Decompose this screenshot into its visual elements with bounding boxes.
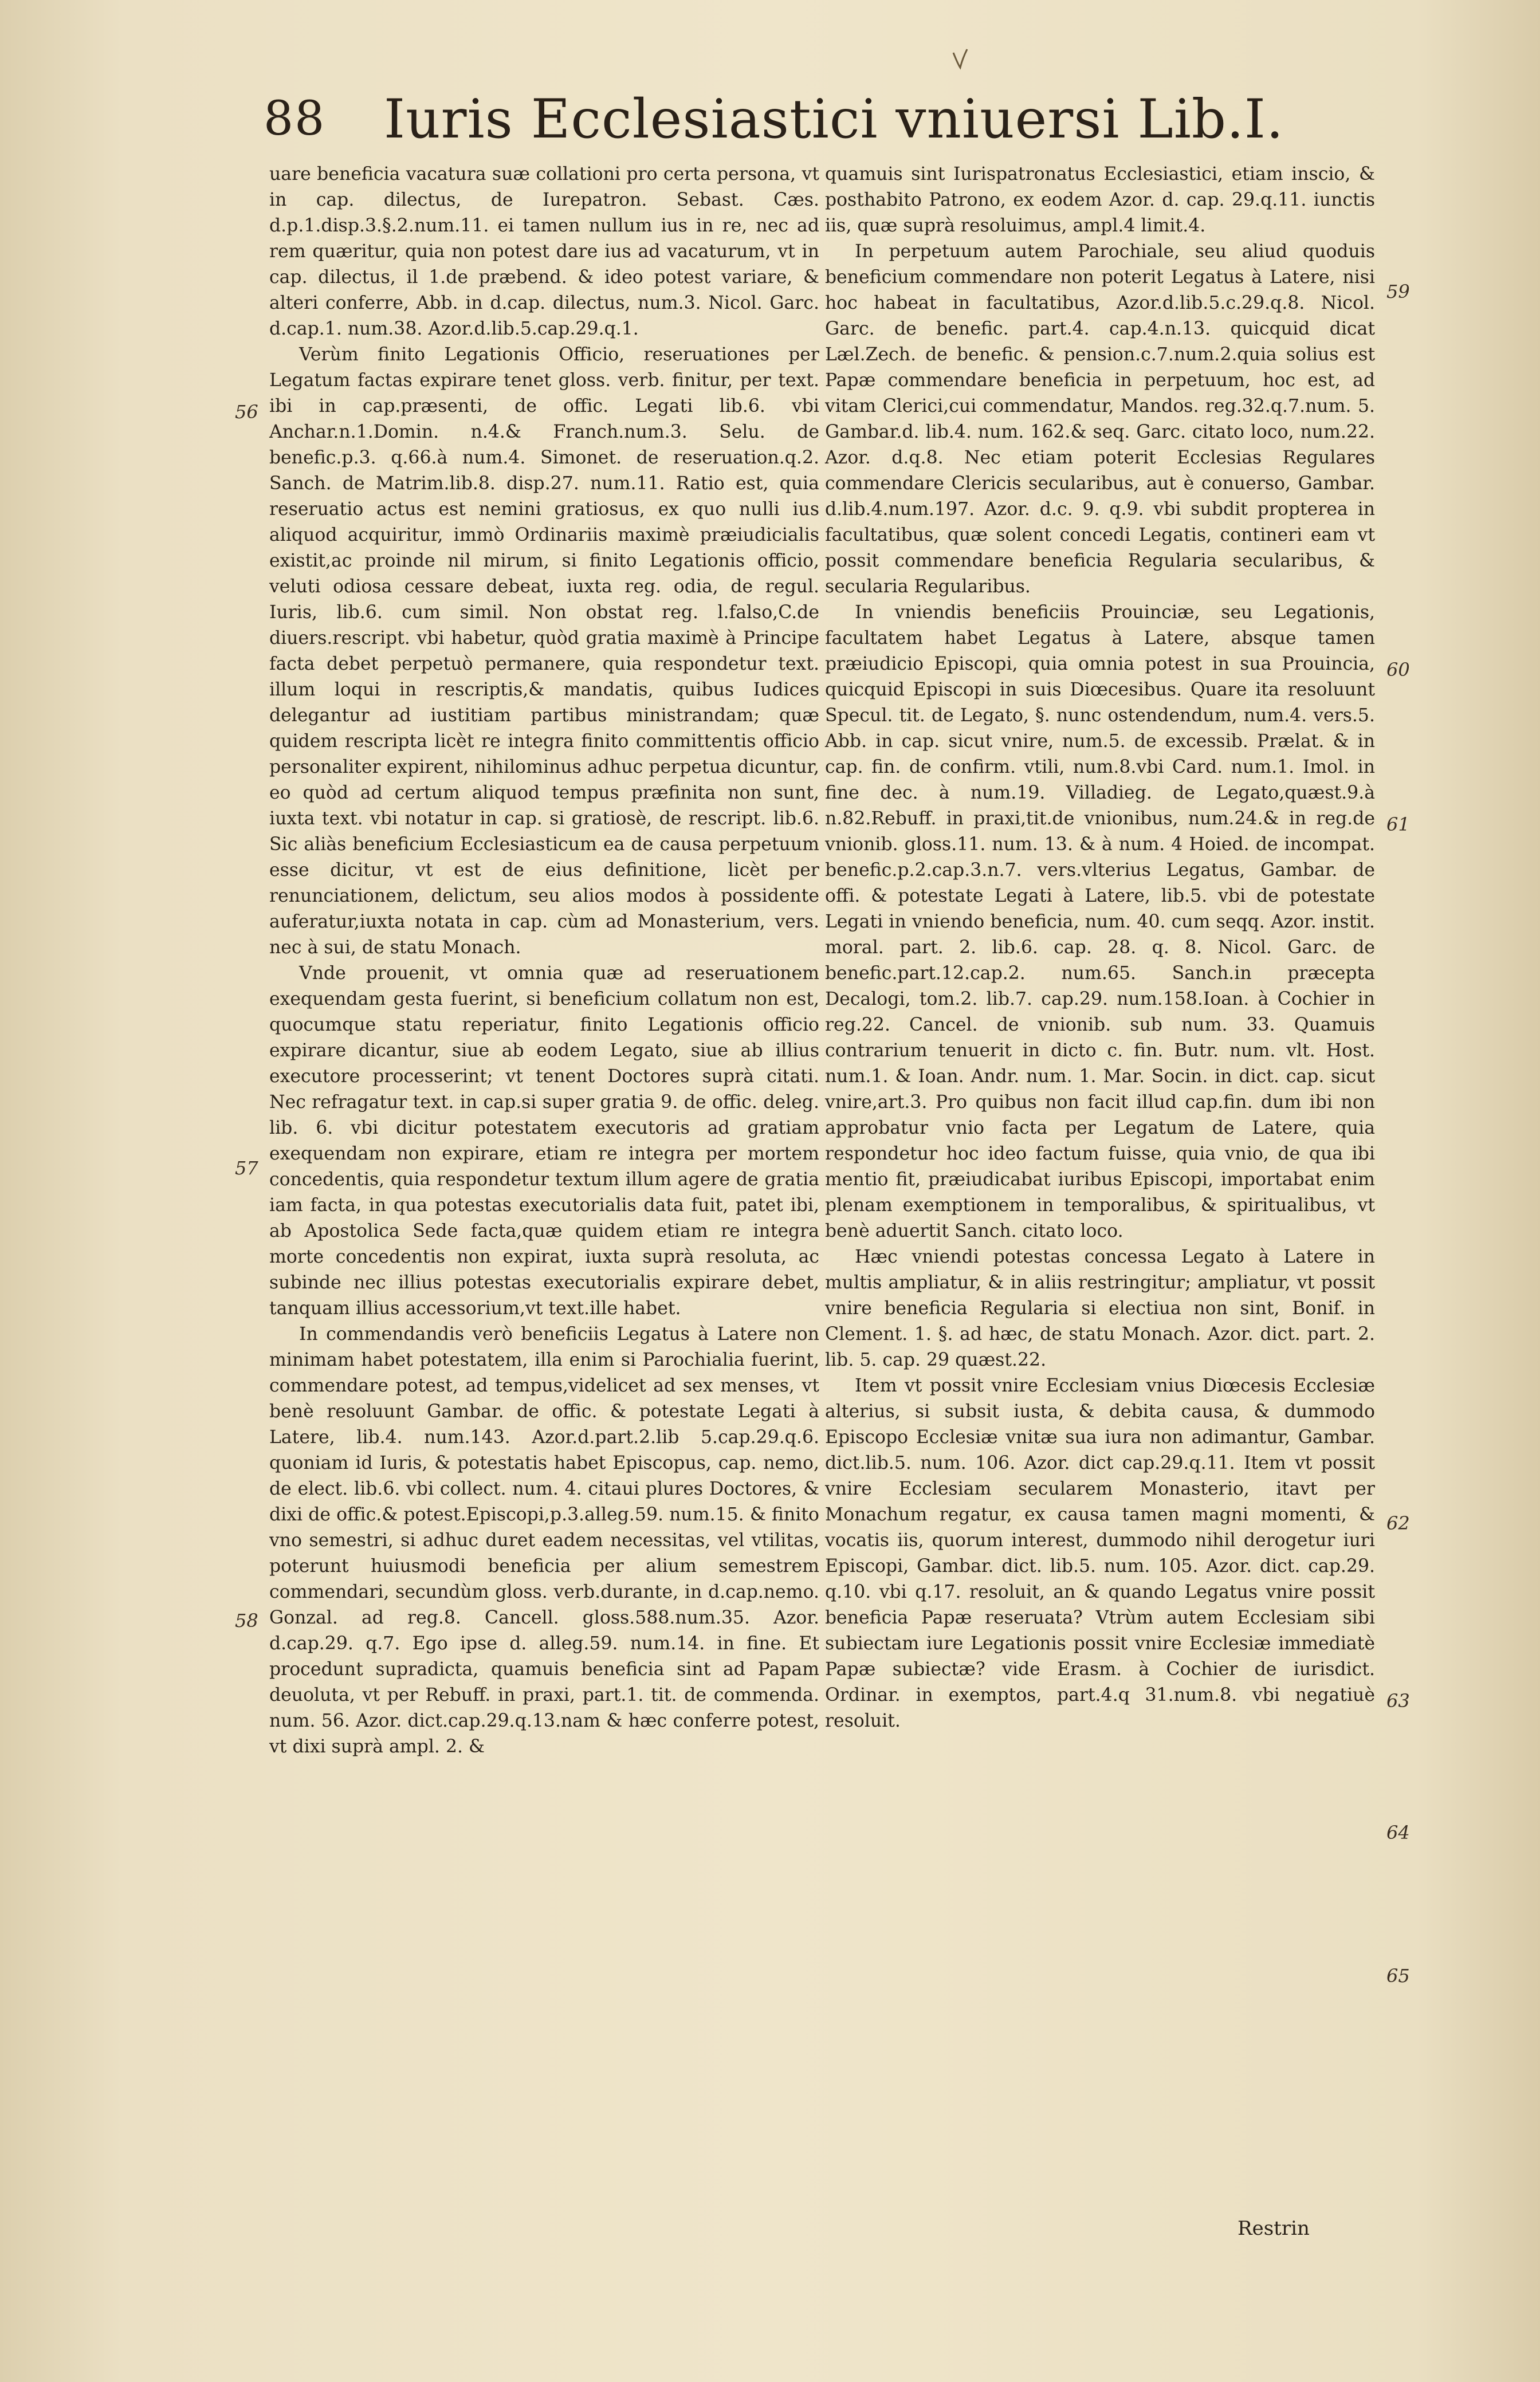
paragraph: Item vt possit vnire Ecclesiam vnius Diœcesis Ecclesiæ alterius, si subsit iusta, & debita causa, & dummodo Episcopo Ecclesiæ vnitæ sua iura non adimantur, Gambar. dict.lib.5. num. 106. Azor. dict cap.29.q.11. Item vt possit vnire Ecclesiam secularem Monasterio, itavt per Monachum regatur, ex causa tamen magni momenti, & vocatis iis, quorum interest, dummodo nihil derogetur iuri Episcopi, Gambar. dict. lib.5. num. 105. Azor. dict. cap.29. q.10. vbi q.17. resoluit, an & quando Legatus vnire possit beneficia Papæ reseruata? Vtrùm autem Ecclesiam sibi subiectam iure Legationis possit vnire Ecclesiæ immediatè Papæ subiectæ? vide Erasm. à Cochier de iurisdict. Ordinar. in exemptos, part.4.q 31.num.8. vbi negatiuè resoluit.: [825, 1375, 1375, 1731]
paragraph: Verùm finito Legationis Officio, reseruationes per Legatum factas expirare tenet gloss. verb. finitur, per text. ibi in cap.præsenti, de offic. Legati lib.6. vbi Anchar.n.1.Domin. n.4.& Franch.num.3. Selu. de benefic.p.3. q.66.à num.4. Simonet. de reseruation.q.2. Sanch. de Matrim.lib.8. disp.27. num.11. Ratio est, quia reseruatio actus est nemini gratiosus, ex quo nulli ius aliquod acquiritur, immò Ordinariis maximè præiudicialis existit,ac proinde nil mirum, si finito Legationis officio, veluti odiosa cessare debeat, iuxta reg. odia, de regul. Iuris, lib.6. cum simil. Non obstat reg. l.falso,C.de diuers.rescript. vbi habetur, quòd gratia maximè à Principe facta debet perpetuò permanere, quia respondetur text. illum loqui in rescriptis,& mandatis, quibus Iudices delegantur ad iustitiam partibus ministrandam; quæ quidem rescripta licèt re integra finito committentis officio personaliter expirent, nihilominus adhuc perpetua dicuntur, eo quòd ad certum aliquod tempus præfinita non sunt, iuxta text. vbi notatur in cap. si gratiosè, de rescript. lib.6. Sic aliàs beneficium Ecclesiasticum ea de causa perpetuum esse dicitur, vt est de eius definitione, licèt per renunciationem, delictum, seu alios modos à possidente auferatur,iuxta notata in cap. cùm ad Monasterium, vers. nec à sui, de statu Monach.: [269, 344, 819, 958]
paragraph: In vniendis beneficiis Prouinciæ, seu Legationis, facultatem habet Legatus à Latere, absque tamen præiudicio Episcopi, quia omnia potest in sua Prouincia, quicquid Episcopi in suis Diœcesibus. Quare ita resoluunt Specul. tit. de Legato, §. nunc ostendendum, num.4. vers.5. Abb. in cap. sicut vnire, num.5. de excessib. Prælat. & in cap. fin. de confirm. vtili, num.8.vbi Card. num.1. Imol. in fine dec. à num.19. Villadieg. de Legato,quæst.9.à n.82.Rebuff. in praxi,tit.de vnionibus, num.24.& in reg.de vnionib. gloss.11. num. 13. & à num. 4 Hoied. de incompat. benefic.p.2.cap.3.n.7. vers.vlterius Legatus, Gambar. de offi. & potestate Legati à Latere, lib.5. vbi de potestate Legati in vniendo beneficia, num. 40. cum seqq. Azor. instit. moral. part. 2. lib.6. cap. 28. q. 8. Nicol. Garc. de benefic.part.12.cap.2. num.65. Sanch.in præcepta Decalogi, tom.2. lib.7. cap.29. num.158.Ioan. à Cochier in reg.22. Cancel. de vnionib. sub num. 33. Quamuis contrarium tenuerit in dicto c. fin. Butr. num. vlt. Host. num.1. & Ioan. Andr. num. 1. Mar. Socin. in dict. cap. sicut vnire,art.3. Pro quibus non facit illud cap.fin. dum ibi non approbatur vnio facta per Legatum de Latere, quia respondetur hoc ideo factum fuisse, quia vnio, de qua ibi mentio fit, præiudicabat iuribus Episcopi, importabat enim plenam exemptionem in temporalibus, & spiritualibus, vt benè aduertit Sanch. citato loco.: [825, 602, 1375, 1241]
paragraph: Hæc vniendi potestas concessa Legato à Latere in multis ampliatur, & in aliis restringitur; ampliatur, vt possit vnire beneficia Regularia si electiua non sint, Bonif. in Clement. 1. §. ad hæc, de statu Monach. Azor. dict. part. 2. lib. 5. cap. 29 quæst.22.: [825, 1247, 1375, 1370]
margin-number: 61: [1386, 813, 1410, 835]
page-number: 88: [264, 92, 326, 146]
margin-number: 56: [235, 401, 258, 423]
margin-number: 64: [1386, 1822, 1410, 1844]
ink-mark-icon: [951, 47, 968, 70]
margin-number: 59: [1386, 281, 1410, 302]
margin-number: 62: [1386, 1512, 1410, 1534]
right-column: [825, 162, 1375, 1734]
margin-number: 63: [1386, 1690, 1410, 1712]
catchword: Restrin: [1238, 2217, 1310, 2240]
paragraph: Vnde prouenit, vt omnia quæ ad reseruationem exequendam gesta fuerint, si beneficium collatum non est, quocumque statu reperiatur, finito Legationis officio expirare dicantur, siue ab eodem Legato, siue ab illius executore processerint; vt tenent Doctores suprà citati. Nec refragatur text. in cap.si super gratia 9. de offic. deleg. lib. 6. vbi dicitur potestatem executoris ad gratiam exequendam non expirare, etiam re integra per mortem concedentis, quia respondetur textum illum agere de gratia iam facta, in qua potestas executorialis data fuit, patet ibi, ab Apostolica Sede facta,quæ quidem etiam re integra morte concedentis non expirat, iuxta suprà resoluta, ac subinde nec illius potestas executorialis expirare debet, tanquam illius accessorium,vt text.ille habet.: [269, 963, 819, 1319]
page-header: [252, 86, 1283, 155]
paragraph: In perpetuum autem Parochiale, seu aliud quoduis beneficium commendare non poterit Legatus à Latere, nisi hoc habeat in facultatibus, Azor.d.lib.5.c.29.q.8. Nicol. Garc. de benefic. part.4. cap.4.n.13. quicquid dicat Læl.Zech. de benefic. & pension.c.7.num.2.quia solius est Papæ commendare beneficia in perpetuum, hoc est, ad vitam Clerici,cui commendatur, Mandos. reg.32.q.7.num. 5. Gambar.d. lib.4. num. 162.& seq. Garc. citato loco, num.22. Azor. d.q.8. Nec etiam poterit Ecclesias Regulares commendare Clericis secularibus, aut è conuerso, Gambar. d.lib.4.num.197. Azor. d.c. 9. q.9. vbi subdit propterea in facultatibus, quæ solent concedi Legatis, contineri eam vt possit commendare beneficia Regularia secularibus, & secularia Regularibus.: [825, 241, 1375, 597]
margin-number: 58: [235, 1610, 258, 1632]
margin-number: 65: [1386, 1965, 1410, 1987]
paragraph: uare beneficia vacatura suæ collationi pro certa persona, vt in cap. dilectus, de Iurepatron. Sebast. Cæs. d.p.1.disp.3.§.2.num.11. ei tamen nullum ius in re, nec ad rem quæritur, quia non potest dare ius ad vacaturum, vt in cap. dilectus, il 1.de præbend. & ideo potest variare, & alteri conferre, Abb. in d.cap. dilectus, num.3. Nicol. Garc. d.cap.1. num.38. Azor.d.lib.5.cap.29.q.1.: [269, 164, 819, 339]
margin-number: 60: [1386, 659, 1410, 681]
margin-number: 57: [235, 1157, 258, 1179]
running-title: Iuris Ecclesiastici vniuersi Lib.I.: [384, 88, 1284, 151]
paragraph: quamuis sint Iurispatronatus Ecclesiastici, etiam inscio, & posthabito Patrono, ex eodem Azor. d. cap. 29.q.11. iunctis iis, quæ suprà resoluimus, ampl.4 limit.4.: [825, 164, 1375, 236]
left-column: [269, 162, 819, 1760]
paragraph: In commendandis verò beneficiis Legatus à Latere non minimam habet potestatem, illa enim si Parochialia fuerint, commendare potest, ad tempus,videlicet ad sex menses, vt benè resoluunt Gambar. de offic. & potestate Legati à Latere, lib.4. num.143. Azor.d.part.2.lib 5.cap.29.q.6. quoniam id Iuris, & potestatis habet Episcopus, cap. nemo, de elect. lib.6. vbi collect. num. 4. citaui plures Doctores, & dixi de offic.& potest.Episcopi,p.3.alleg.59. num.15. & finito vno semestri, si adhuc duret eadem necessitas, vel vtilitas, poterunt huiusmodi beneficia per alium semestrem commendari, secundùm gloss. verb.durante, in d.cap.nemo. Gonzal. ad reg.8. Cancell. gloss.588.num.35. Azor. d.cap.29. q.7. Ego ipse d. alleg.59. num.14. in fine. Et procedunt supradicta, quamuis beneficia sint ad Papam deuoluta, vt per Rebuff. in praxi, part.1. tit. de commenda. num. 56. Azor. dict.cap.29.q.13.nam & hæc conferre potest, vt dixi suprà ampl. 2. &: [269, 1324, 819, 1757]
